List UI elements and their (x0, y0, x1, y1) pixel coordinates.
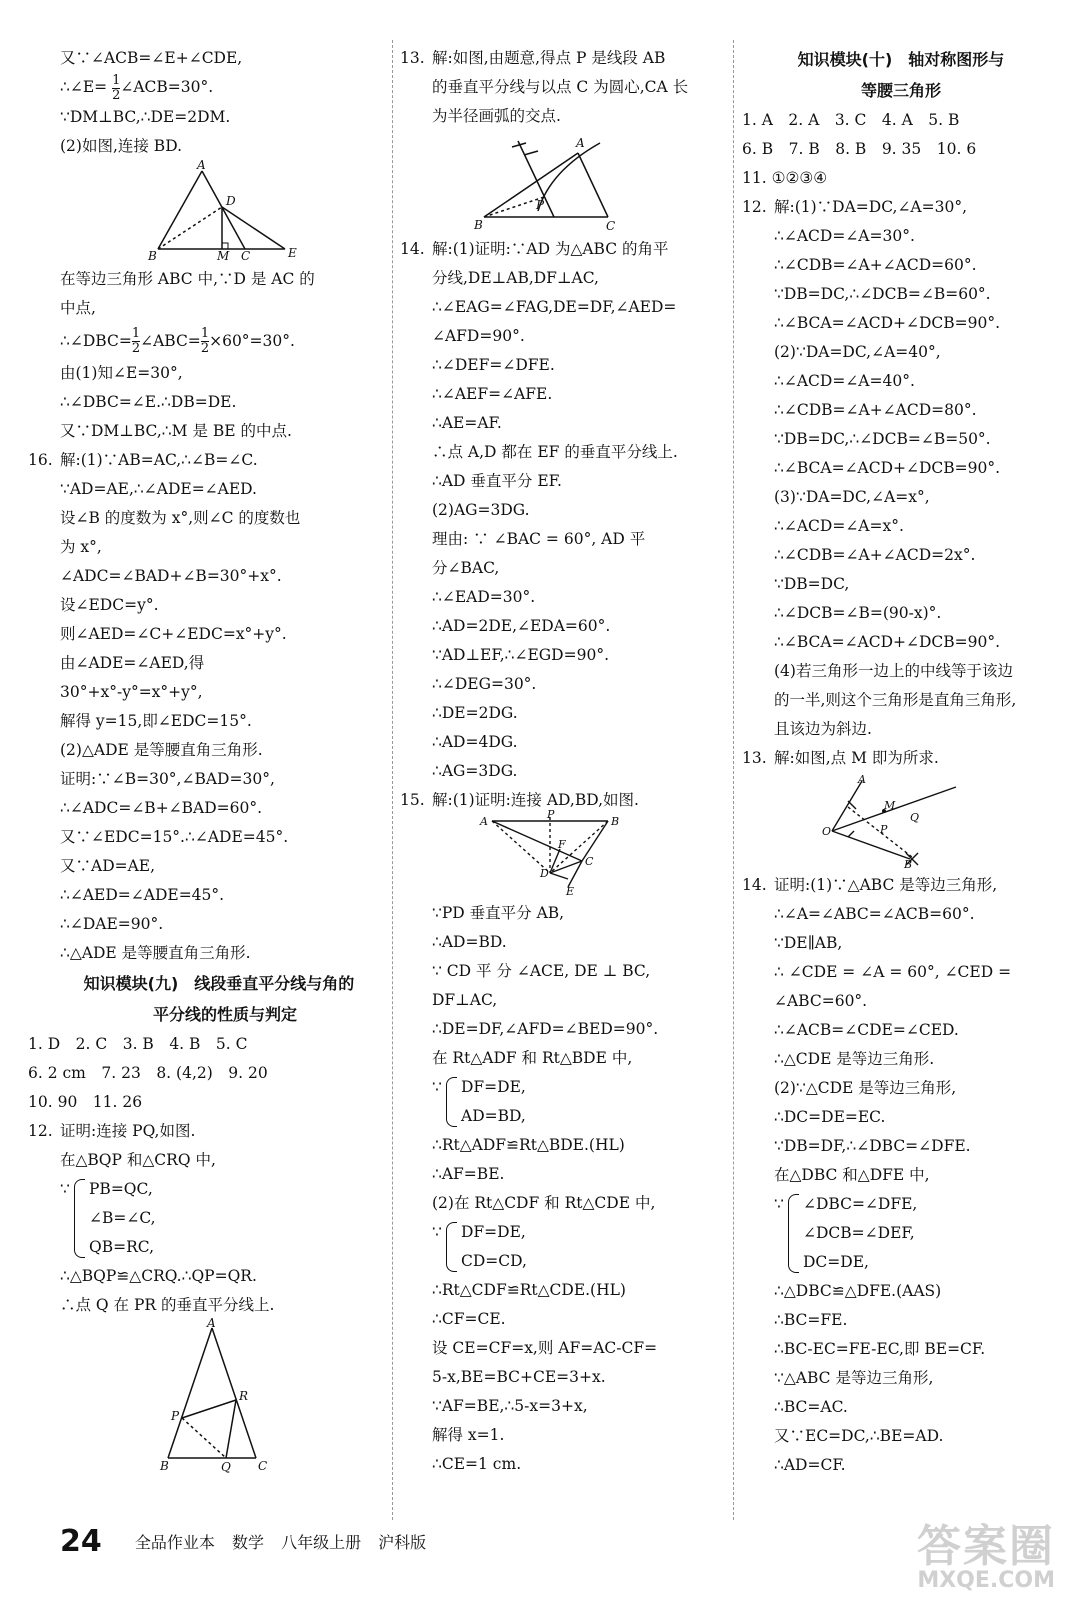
brace-system: ∵ ∠DBC=∠DFE, ∠DCB=∠DEF, DC=DE, (774, 1195, 918, 1271)
label-a: A (207, 1315, 216, 1330)
brace-system: ∵ PB=QC, ∠B=∠C, QB=RC, (60, 1179, 156, 1256)
label-a: A (858, 773, 866, 786)
label-e: E (566, 885, 575, 898)
text-line: ∴∠E= $\frac{1}{2}$ ∠ACB=30°. (60, 72, 214, 103)
brace-system: ∵ DF=DE, CD=CD, (432, 1223, 527, 1270)
question-14: 14. 解:(1)证明:∵AD 为△ABC 的角平 分线,DE⊥AB,DF⊥AC, ∴∠EAG=∠FAG,DE=DF,∠AED= ∠AFD=90°. ∴∠DEF=∠DFE. ∴∠AEF=∠AFE. ∴AE=AF. ∴点 A,D 都在 EF 的垂直平分线上. ∴AD 垂直平分 EF. (2)AG=3DG. 理由: ∵ ∠BAC = 60°, AD 平 分∠BAC, ∴∠EAD=30°. ∴AD=2DE,∠EDA=60°. ∵AD⊥EF,∴∠EGD=90°. ∴∠DEG=30°. ∴DE=2DG. ∴AD=4DG. ∴AG=3DG. (400, 240, 678, 780)
fraction: $\frac{1}{2}$ (112, 72, 121, 103)
column-2: 13. 解:如图,由题意,得点 P 是线段 AB 的垂直平分线与以点 C 为圆心,CA 长 为半径画弧的交点. A B C P 14. 解:(1)证明:∵AD 为△ABC 的角平 分线,DE⊥AB,DF⊥AC, ∴∠EAG=∠FAG,DE=DF,∠AED= ∠AFD=90°. ∴∠DEF=∠DFE. ∴∠AEF=∠AFE. ∴AE=AF. ∴点 A,D 都在 EF 的垂直平分线上. ∴AD 垂直平分 EF. (2)AG=3DG. 理由: ∵ ∠BAC = 60°, AD 平 分∠BAC, ∴∠EAD=30°. ∴AD=2DE,∠EDA=60°. ∵AD⊥EF,∴∠EGD=90°. ∴∠DEG=30°. ∴DE=2DG. ∴AD=4DG. ∴AG=3DG. 15. 解:(1)证明:连接 AD,BD,如图. A B C D E F P ∵PD 垂直平分 AB, ∴AD=BD. ∵ CD 平 分 ∠ACE, DE ⊥ BC, DF⊥AC, ∴DE=DF,∠AFD=∠BED=90°. 在 Rt△ADF 和 Rt△BDE 中, ∵ DF=DE, AD=BD, ∴Rt△ADF≌Rt△BDE.(HL) ∴AF=BE. (2)在 Rt△CDF 和 Rt△CDE 中, ∵ DF=DE, CD=CD, ∴Rt△CDF≌Rt△CDE.(HL) ∴CF=CE. 设 CE=CF=x,则 AF=AC-CF= 5-x,BE=BC+CE=3+x. ∵AF=BE,∴5-x=3+x, 解得 x=1. ∴CE=1 cm. (400, 44, 730, 1479)
question-14-col3: 14. 证明:(1)∵△ABC 是等边三角形, ∴∠A=∠ABC=∠ACB=60°. ∵DE∥AB, ∴ ∠CDE = ∠A = 60°, ∠CED = ∠ABC=60°. ∴∠ACB=∠CDE=∠CED. ∴△CDE 是等边三角形. (2)∵△CDE 是等边三角形, ∴DC=DE=EC. ∵DB=DF,∴∠DBC=∠DFE. 在△DBC 和△DFE 中, ∵ ∠DBC=∠DFE, ∠DCB=∠DEF, DC=DE, ∴△DBC≌△DFE.(AAS) ∴BC=FE. ∴BC-EC=FE-EC,即 BE=CF. ∵△ABC 是等边三角形, ∴BC=AC. 又∵EC=DC,∴BE=AD. ∴AD=CF. (742, 871, 1060, 1480)
label-b: B (160, 1458, 169, 1473)
label-b: B (611, 815, 620, 828)
figure-triangle-pqr (60, 1315, 390, 1474)
label-p: P (171, 1408, 180, 1423)
edition: 沪科版 (378, 1533, 427, 1552)
label-b: B (474, 218, 483, 232)
question-15: 15. 解:(1)证明:连接 AD,BD,如图. A B C D E F P ∵PD 垂直平分 AB, ∴AD=BD. ∵ CD 平 分 ∠ACE, DE ⊥ BC, DF⊥AC, ∴DE=DF,∠AFD=∠BED=90°. 在 Rt△ADF 和 Rt△BDE 中, ∵ DF=DE, AD=BD, ∴Rt△ADF≌Rt△BDE.(HL) ∴AF=BE. (2)在 Rt△CDF 和 Rt△CDE 中, ∵ DF=DE, CD=CD, ∴Rt△CDF≌Rt△CDE.(HL) ∴CF=CE. 设 CE=CF=x,则 AF=AC-CF= 5-x,BE=BC+CE=3+x. ∵AF=BE,∴5-x=3+x, 解得 x=1. ∴CE=1 cm. (400, 786, 730, 1479)
label-b: B (148, 248, 157, 263)
text-line: 由(1)知∠E=30°, (60, 363, 183, 382)
figure-quadrilateral-abcd (400, 808, 730, 898)
text-line: 又∵∠ACB=∠E+∠CDE, (60, 49, 243, 67)
figure-angle-bisector-m (742, 773, 1060, 869)
label-r: R (239, 1388, 249, 1403)
figure-perpendicular-bisector-arc (400, 133, 730, 233)
answers-9: 1. D 2. C 3. B 4. B 5. C 6. 2 cm 7. 23 8. (4,2) 9. 20 10. 90 11. 26 12. 证明:连接 PQ,如图. 在△BQP 和△CRQ 中, ∵ PB=QC, ∠B=∠C, QB=RC, ∴△BQP≌△CRQ.∴QP=QR. ∴点 Q 在 PR 的垂直平分线上. (28, 1030, 390, 1320)
label-a: A (480, 815, 488, 828)
answer-line: 1. A 2. A 3. C 4. A 5. B (742, 111, 960, 129)
question-16: 16. 解:(1)∵AB=AC,∴∠B=∠C. ∵AD=AE,∴∠ADE=∠AED. 设∠B 的度数为 x°,则∠C 的度数也 为 x°, ∠ADC=∠BAD+∠B=30°+x°. 设∠EDC=y°. 则∠AED=∠C+∠EDC=x°+y°. 由∠ADE=∠AED,得 30°+x°-y°=x°+y°, 解得 y=15,即∠EDC=15°. (2)△ADE 是等腰直角三角形. 证明:∵∠B=30°,∠BAD=30°, ∴∠ADC=∠B+∠BAD=60°. 又∵∠EDC=15°.∴∠ADE=45°. 又∵AD=AE, ∴∠AED=∠ADE=45°. ∴∠DAE=90°. ∴△ADE 是等腰直角三角形. (28, 450, 301, 962)
page-footer (60, 1524, 438, 1559)
book-title: 全品作业本 (134, 1533, 215, 1552)
text-line: ∴∠DBC= $\frac{1}{2}$ ∠ABC= $\frac{1}{2}$ ×60°=30°. (60, 326, 295, 356)
text-line: 又∵DM⊥BC,∴M 是 BE 的中点. (60, 421, 292, 440)
label-p: P (536, 198, 545, 212)
label-m: M (884, 799, 896, 812)
label-d: D (226, 193, 236, 208)
label-c: C (241, 248, 251, 263)
label-q: Q (910, 811, 920, 824)
brace-system: ∵ DF=DE, AD=BD, (432, 1078, 526, 1125)
figure-triangle-abc-de (60, 157, 390, 263)
label-e: E (288, 245, 297, 260)
label-c: C (606, 219, 616, 233)
text-line: 中点, (60, 298, 96, 317)
text-line: ∵DM⊥BC,∴DE=2DM. (60, 107, 231, 126)
label-c: C (585, 855, 594, 868)
question-12: 12. 解:(1)∵DA=DC,∠A=30°, ∴∠ACD=∠A=30°. ∴∠CDB=∠A+∠ACD=60°. ∵DB=DC,∴∠DCB=∠B=60°. ∴∠BCA=∠ACD+∠DCB=90°. (2)∵DA=DC,∠A=40°, ∴∠ACD=∠A=40°. ∴∠CDB=∠A+∠ACD=80°. ∵DB=DC,∴∠DCB=∠B=50°. ∴∠BCA=∠ACD+∠DCB=90°. (3)∵DA=DC,∠A=x°, ∴∠ACD=∠A=x°. ∴∠CDB=∠A+∠ACD=2x°. ∵DB=DC, ∴∠DCB=∠B=(90-x)°. ∴∠BCA=∠ACD+∠DCB=90°. (4)若三角形一边上的中线等于该边 的一半,则这个三角形是直角三角形, 且该边为斜边. (742, 198, 1017, 738)
column-1 (28, 44, 390, 1474)
label-b: B (904, 858, 913, 871)
label-a: A (576, 136, 585, 150)
text-line: 在等边三角形 ABC 中,∵D 是 AC 的 (60, 269, 315, 288)
section-heading-9: 知识模块(九) 线段垂直平分线与角的 (83, 973, 355, 993)
label-f: F (558, 838, 566, 851)
section-heading-10-line2: 等腰三角形 (860, 81, 941, 100)
label-a: A (197, 157, 206, 172)
page-number: 24 (60, 1524, 102, 1559)
subject: 数学 (231, 1533, 264, 1552)
label-o: O (822, 825, 832, 838)
column-divider (392, 40, 393, 1520)
answer-line: 11. ①②③④ (742, 169, 828, 187)
label-d: D (540, 867, 549, 880)
label-q: Q (221, 1459, 231, 1474)
watermark: 答案圈 MXQE.COM (917, 1521, 1055, 1593)
question-13: 13. 解:如图,点 M 即为所求. (742, 749, 939, 767)
label-c: C (258, 1458, 268, 1473)
section-heading-9-line2: 平分线的性质与判定 (152, 1004, 297, 1024)
column-divider (733, 40, 734, 1520)
fraction: $\frac{1}{2}$ (200, 326, 210, 356)
label-m: M (217, 248, 230, 263)
text-line: (2)如图,连接 BD. (60, 136, 183, 155)
column-3 (742, 44, 1060, 1480)
grade: 八年级上册 (281, 1533, 362, 1552)
fraction: $\frac{1}{2}$ (131, 326, 141, 356)
answer-line: 6. B 7. B 8. B 9. 35 10. 6 (742, 140, 977, 158)
label-p: P (547, 808, 555, 821)
section-heading-10: 知识模块(十) 轴对称图形与 (797, 50, 1005, 69)
text-line: ∴∠DBC=∠E.∴DB=DE. (60, 392, 237, 411)
label-p: P (880, 823, 888, 836)
